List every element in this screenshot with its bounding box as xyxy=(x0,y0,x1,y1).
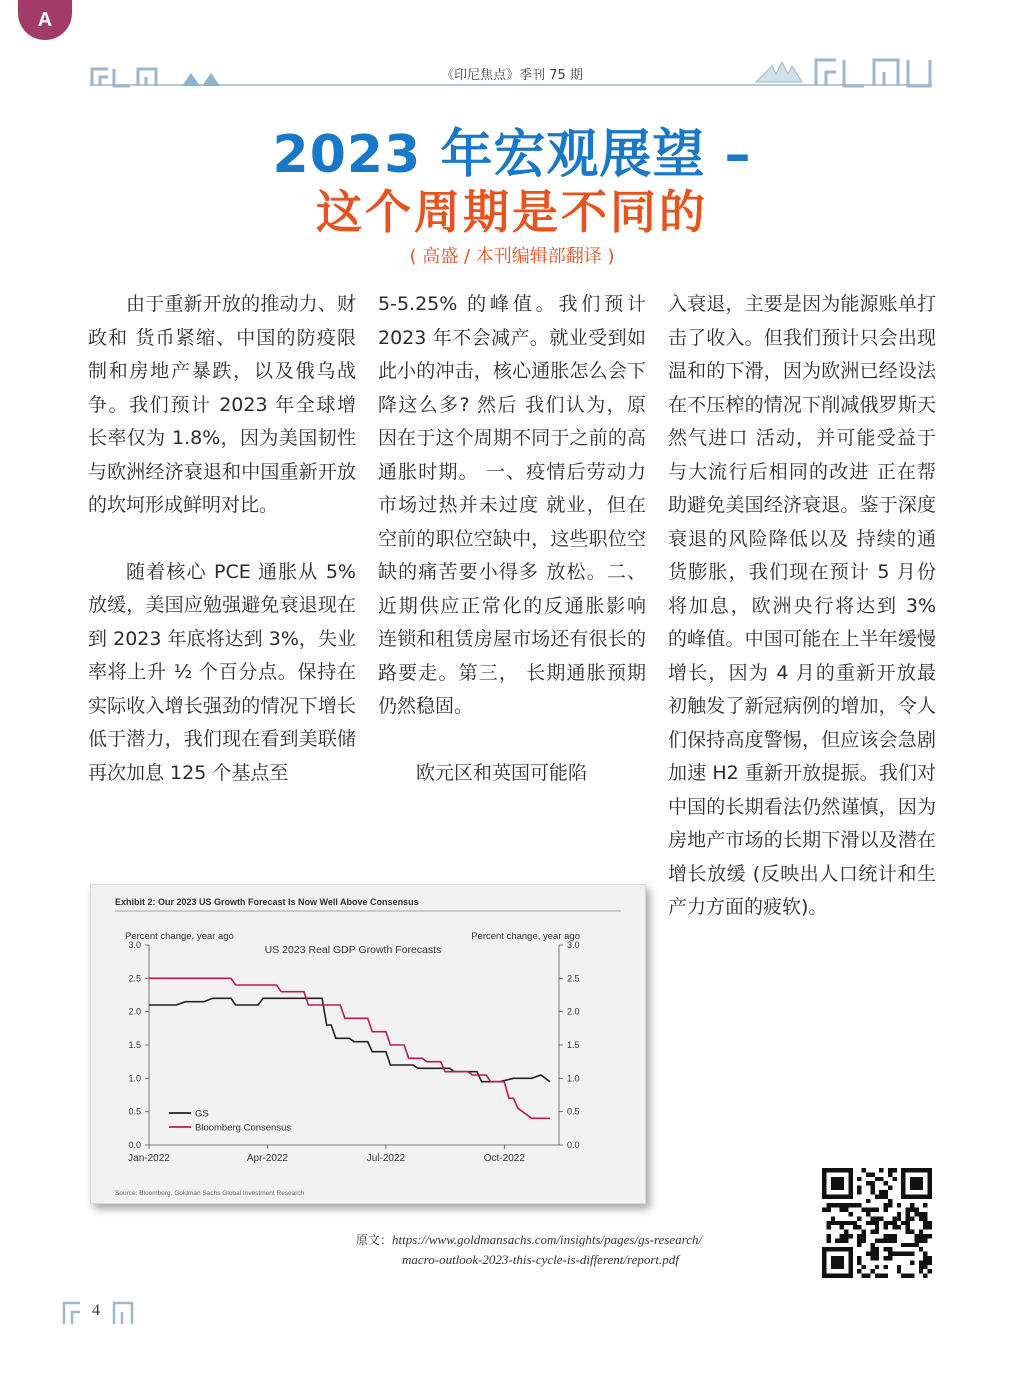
qr-module xyxy=(928,1234,932,1238)
y-tick-label-right: 3.0 xyxy=(567,940,580,950)
y-tick-label-right: 0.5 xyxy=(567,1106,580,1117)
qr-module xyxy=(888,1252,892,1256)
qr-module xyxy=(857,1243,861,1247)
right-fret-ornament-icon xyxy=(752,56,934,90)
y-tick-label: 2.0 xyxy=(128,1006,141,1017)
x-tick-label: Oct-2022 xyxy=(483,1153,525,1164)
article-title-line-2: 这个周期是不同的 xyxy=(316,185,708,239)
qr-code-icon[interactable] xyxy=(822,1168,932,1278)
paragraph: 5-5.25% 的峰值。我们预计 2023 年不会减产。就业受到如此小的冲击，核心通胀怎么会下降这么多? 然后 我们认为，原因在于这个周期不同于之前的高通胀时期。 一、疫情后劳动力市场过热并未过度 就业，但在空前的职位空缺中，这些职位空缺的痛苦要小得多 放松。二、近期供应正常化的反通胀影响 连锁和租赁房屋市场还有很长的路要走。第三， 长期通胀预期仍然稳固。 xyxy=(378,293,646,717)
qr-module xyxy=(901,1243,905,1247)
y-tick-label: 0.0 xyxy=(128,1140,141,1150)
qr-module xyxy=(853,1203,857,1207)
qr-module xyxy=(910,1252,914,1256)
qr-module xyxy=(866,1252,870,1256)
y-tick-label-right: 1.0 xyxy=(567,1073,580,1084)
qr-module xyxy=(919,1260,923,1264)
qr-module xyxy=(897,1252,901,1256)
qr-module xyxy=(870,1208,874,1212)
qr-module xyxy=(862,1230,866,1234)
qr-module xyxy=(923,1256,927,1260)
qr-module xyxy=(884,1221,888,1225)
qr-module xyxy=(888,1247,892,1251)
y-tick-label: 2.5 xyxy=(128,973,141,984)
y-tick-label-right: 2.5 xyxy=(567,973,580,984)
qr-module xyxy=(826,1203,830,1207)
qr-module xyxy=(888,1234,892,1238)
qr-module xyxy=(897,1212,901,1216)
qr-module xyxy=(826,1238,830,1242)
qr-module xyxy=(919,1247,923,1251)
qr-module xyxy=(906,1252,910,1256)
gdp-forecast-chart xyxy=(90,884,646,1204)
section-badge: A xyxy=(18,0,72,40)
qr-module xyxy=(866,1212,870,1216)
qr-module xyxy=(910,1208,914,1212)
source-label: 原文： xyxy=(356,1233,393,1247)
qr-module xyxy=(888,1199,892,1203)
qr-module xyxy=(906,1230,910,1234)
y-tick-label: 1.0 xyxy=(128,1073,141,1084)
qr-module xyxy=(906,1274,910,1278)
qr-module xyxy=(857,1269,861,1273)
qr-module xyxy=(866,1274,870,1278)
qr-module xyxy=(884,1203,888,1207)
paragraph: 随着核心 PCE 通胀从 5% 放缓，美国应勉强避免衰退现在到 2023 年底将达到 3%，失业率将上升 ½ 个百分点。保持在实际收入增长强劲的情况下增长低于潜力，我们现在看到美联储再次加息 125 个基点至 xyxy=(88,560,356,784)
y-tick-label: 3.0 xyxy=(128,940,141,950)
qr-module xyxy=(870,1247,874,1251)
qr-module xyxy=(879,1238,883,1242)
text-column-3 xyxy=(668,288,936,925)
qr-module xyxy=(848,1234,852,1238)
qr-module xyxy=(884,1265,888,1269)
qr-module xyxy=(884,1256,888,1260)
qr-module xyxy=(888,1203,892,1207)
qr-module xyxy=(914,1208,918,1212)
qr-module xyxy=(892,1216,896,1220)
qr-module xyxy=(857,1225,861,1229)
qr-module xyxy=(884,1181,888,1185)
qr-module xyxy=(840,1238,844,1242)
qr-module xyxy=(884,1238,888,1242)
chart-svg xyxy=(91,885,647,1205)
qr-module xyxy=(840,1225,844,1229)
qr-module xyxy=(879,1274,883,1278)
qr-module xyxy=(906,1212,910,1216)
qr-module xyxy=(919,1234,923,1238)
qr-module xyxy=(919,1216,923,1220)
qr-module xyxy=(884,1247,888,1251)
x-tick-label: Jan-2022 xyxy=(128,1153,170,1164)
y-tick-label: 0.5 xyxy=(128,1106,141,1117)
qr-module xyxy=(862,1238,866,1242)
qr-module xyxy=(910,1260,914,1264)
qr-module xyxy=(923,1221,927,1225)
paragraph: 由于重新开放的推动力、财政和 货币紧缩、中国的防疫限制和房地产暴跌，以及俄乌战争。我们预计 2023 年全球增长率仅为 1.8%，因为美国韧性与欧洲经济衰退和中国重新开放的坎坷形成鲜明对比。 xyxy=(88,293,356,516)
qr-module xyxy=(857,1234,861,1238)
qr-module xyxy=(866,1199,870,1203)
qr-module xyxy=(857,1256,861,1260)
qr-module xyxy=(910,1216,914,1220)
qr-module xyxy=(879,1194,883,1198)
qr-module xyxy=(888,1168,892,1172)
qr-module xyxy=(923,1274,927,1278)
qr-module xyxy=(831,1203,835,1207)
qr-module xyxy=(853,1225,857,1229)
qr-module xyxy=(897,1269,901,1273)
qr-module xyxy=(870,1186,874,1190)
qr-module xyxy=(853,1221,857,1225)
qr-module xyxy=(923,1260,927,1264)
qr-module xyxy=(928,1269,932,1273)
qr-module xyxy=(884,1208,888,1212)
legend-label: GS xyxy=(195,1108,209,1120)
qr-module xyxy=(884,1274,888,1278)
qr-finder-center xyxy=(831,1256,844,1269)
qr-module xyxy=(840,1203,844,1207)
qr-module xyxy=(901,1221,905,1225)
qr-module xyxy=(884,1225,888,1229)
qr-module xyxy=(923,1238,927,1242)
qr-module xyxy=(875,1208,879,1212)
qr-module xyxy=(888,1186,892,1190)
qr-module xyxy=(879,1190,883,1194)
qr-module xyxy=(870,1256,874,1260)
qr-module xyxy=(888,1172,892,1176)
paragraph: 欧元区和英国可能陷 xyxy=(416,761,588,784)
qr-module xyxy=(914,1234,918,1238)
article-byline: ( 高盛 / 本刊编辑部翻译 ) xyxy=(409,246,615,267)
magazine-header: 《印尼焦点》季刊 75 期 xyxy=(441,68,583,83)
qr-module xyxy=(928,1260,932,1264)
qr-module xyxy=(884,1190,888,1194)
qr-module xyxy=(892,1225,896,1229)
qr-module xyxy=(870,1181,874,1185)
qr-module xyxy=(923,1265,927,1269)
qr-module xyxy=(892,1238,896,1242)
qr-module xyxy=(857,1238,861,1242)
qr-module xyxy=(875,1252,879,1256)
qr-module xyxy=(848,1221,852,1225)
qr-module xyxy=(906,1221,910,1225)
qr-module xyxy=(919,1230,923,1234)
qr-module xyxy=(844,1230,848,1234)
qr-module xyxy=(888,1256,892,1260)
x-tick-label: Jul-2022 xyxy=(366,1153,406,1164)
qr-module xyxy=(826,1225,830,1229)
legend-label: Bloomberg Consensus xyxy=(195,1122,292,1134)
qr-module xyxy=(844,1208,848,1212)
qr-module xyxy=(897,1203,901,1207)
qr-module xyxy=(857,1177,861,1181)
qr-module xyxy=(897,1216,901,1220)
qr-module xyxy=(835,1221,839,1225)
y-tick-label: 1.5 xyxy=(128,1040,141,1050)
qr-module xyxy=(875,1225,879,1229)
qr-module xyxy=(866,1181,870,1185)
qr-module xyxy=(826,1208,830,1212)
qr-module xyxy=(848,1203,852,1207)
qr-module xyxy=(919,1269,923,1273)
qr-module xyxy=(914,1243,918,1247)
qr-module xyxy=(870,1243,874,1247)
qr-module xyxy=(888,1238,892,1242)
qr-module xyxy=(835,1238,839,1242)
qr-module xyxy=(831,1216,835,1220)
qr-module xyxy=(884,1234,888,1238)
chart-title: US 2023 Real GDP Growth Forecasts xyxy=(264,944,442,956)
qr-module xyxy=(840,1234,844,1238)
qr-module xyxy=(919,1238,923,1242)
qr-module xyxy=(892,1252,896,1256)
text-column-2 xyxy=(378,288,646,790)
qr-module xyxy=(879,1216,883,1220)
qr-module xyxy=(892,1177,896,1181)
qr-module xyxy=(840,1208,844,1212)
qr-module xyxy=(862,1234,866,1238)
qr-module xyxy=(857,1190,861,1194)
qr-module xyxy=(888,1221,892,1225)
qr-module xyxy=(923,1203,927,1207)
qr-module xyxy=(892,1234,896,1238)
qr-module xyxy=(875,1177,879,1181)
qr-module xyxy=(923,1252,927,1256)
qr-module xyxy=(831,1221,835,1225)
qr-module xyxy=(866,1172,870,1176)
qr-module xyxy=(906,1243,910,1247)
chart-exhibit-title: Exhibit 2: Our 2023 US Growth Forecast Is Now Well Above Consensus xyxy=(115,897,419,907)
qr-module xyxy=(870,1269,874,1273)
qr-module xyxy=(892,1168,896,1172)
qr-module xyxy=(822,1208,826,1212)
qr-module xyxy=(870,1252,874,1256)
qr-module xyxy=(906,1208,910,1212)
source-url-line-2[interactable]: macro-outlook-2023-this-cycle-is-different/report.pdf xyxy=(402,1252,679,1267)
qr-module xyxy=(897,1225,901,1229)
qr-module xyxy=(879,1177,883,1181)
qr-module xyxy=(906,1216,910,1220)
qr-module xyxy=(923,1212,927,1216)
qr-module xyxy=(844,1221,848,1225)
article-title-line-1: 2023 年宏观展望 – xyxy=(272,125,752,185)
qr-module xyxy=(870,1190,874,1194)
qr-module xyxy=(875,1247,879,1251)
qr-module xyxy=(910,1203,914,1207)
source-url-line-1[interactable]: https://www.goldmansachs.com/insights/pages/gs-research/ xyxy=(392,1232,703,1247)
page-number: 4 xyxy=(92,1302,100,1319)
chart-ylabel-right: Percent change, year ago xyxy=(471,931,580,942)
qr-module xyxy=(923,1234,927,1238)
qr-module xyxy=(840,1221,844,1225)
qr-module xyxy=(857,1186,861,1190)
y-tick-label-right: 2.0 xyxy=(567,1006,580,1017)
qr-module xyxy=(875,1221,879,1225)
qr-module xyxy=(897,1265,901,1269)
qr-module xyxy=(870,1230,874,1234)
qr-module xyxy=(857,1216,861,1220)
qr-module xyxy=(914,1212,918,1216)
qr-module xyxy=(910,1230,914,1234)
y-tick-label-right: 1.5 xyxy=(567,1040,580,1050)
qr-module xyxy=(875,1230,879,1234)
qr-module xyxy=(844,1234,848,1238)
y-tick-label-right: 0.0 xyxy=(567,1140,580,1150)
qr-module xyxy=(866,1208,870,1212)
qr-module xyxy=(870,1172,874,1176)
qr-module xyxy=(914,1238,918,1242)
x-tick-label: Apr-2022 xyxy=(246,1153,289,1164)
qr-module xyxy=(862,1168,866,1172)
qr-module xyxy=(848,1212,852,1216)
qr-module xyxy=(910,1274,914,1278)
qr-module xyxy=(928,1221,932,1225)
qr-module xyxy=(866,1221,870,1225)
chart-ylabel-left: Percent change, year ago xyxy=(125,931,234,942)
qr-module xyxy=(901,1274,905,1278)
qr-module xyxy=(870,1216,874,1220)
qr-module xyxy=(875,1274,879,1278)
qr-module xyxy=(919,1212,923,1216)
qr-module xyxy=(875,1194,879,1198)
qr-module xyxy=(875,1216,879,1220)
qr-module xyxy=(862,1208,866,1212)
qr-module xyxy=(875,1265,879,1269)
qr-module xyxy=(923,1225,927,1229)
qr-module xyxy=(928,1225,932,1229)
qr-module xyxy=(928,1256,932,1260)
series-line-gs xyxy=(149,998,550,1081)
qr-module xyxy=(862,1274,866,1278)
qr-module xyxy=(875,1256,879,1260)
qr-module xyxy=(910,1243,914,1247)
qr-module xyxy=(919,1265,923,1269)
chart-source-note: Source: Bloomberg, Goldman Sachs Global Investment Research xyxy=(115,1190,305,1197)
qr-module xyxy=(879,1168,883,1172)
qr-module xyxy=(923,1216,927,1220)
qr-finder-center xyxy=(910,1177,923,1190)
qr-module xyxy=(906,1225,910,1229)
qr-module xyxy=(884,1194,888,1198)
qr-module xyxy=(892,1221,896,1225)
qr-module xyxy=(862,1265,866,1269)
qr-module xyxy=(826,1221,830,1225)
qr-module xyxy=(901,1252,905,1256)
qr-module xyxy=(844,1238,848,1242)
paragraph: 入衰退，主要是因为能源账单打击了收入。但我们预计只会出现温和的下滑，因为欧洲已经设法在不压榨的情况下削减俄罗斯天然气进口 活动，并可能受益于与大流行后相同的改进 正在帮助避免美国经济衰退。鉴于深度衰退的风险降低以及 持续的通货膨胀，我们现在预计 5 月份将加息，欧洲央行将达到 3% 的峰值。中国可能在上半年缓慢增长，因为 4 月的重新开放最初触发了新冠病例的增加，令人们保持高度警惕，但应该会急剧加速 H2 重新开放提振。我们对中国的长期看法仍然谨慎，因为房地产市场的长期下滑以及潜在增长放缓 (反映出人口统计和生产力方面的疲软)。 xyxy=(668,293,936,918)
qr-module xyxy=(857,1260,861,1264)
qr-module xyxy=(875,1238,879,1242)
qr-module xyxy=(857,1203,861,1207)
qr-module xyxy=(835,1203,839,1207)
qr-module xyxy=(826,1234,830,1238)
qr-module xyxy=(870,1221,874,1225)
source-citation xyxy=(356,1230,702,1270)
qr-module xyxy=(844,1203,848,1207)
qr-finder-center xyxy=(831,1177,844,1190)
text-column-1 xyxy=(88,288,356,790)
